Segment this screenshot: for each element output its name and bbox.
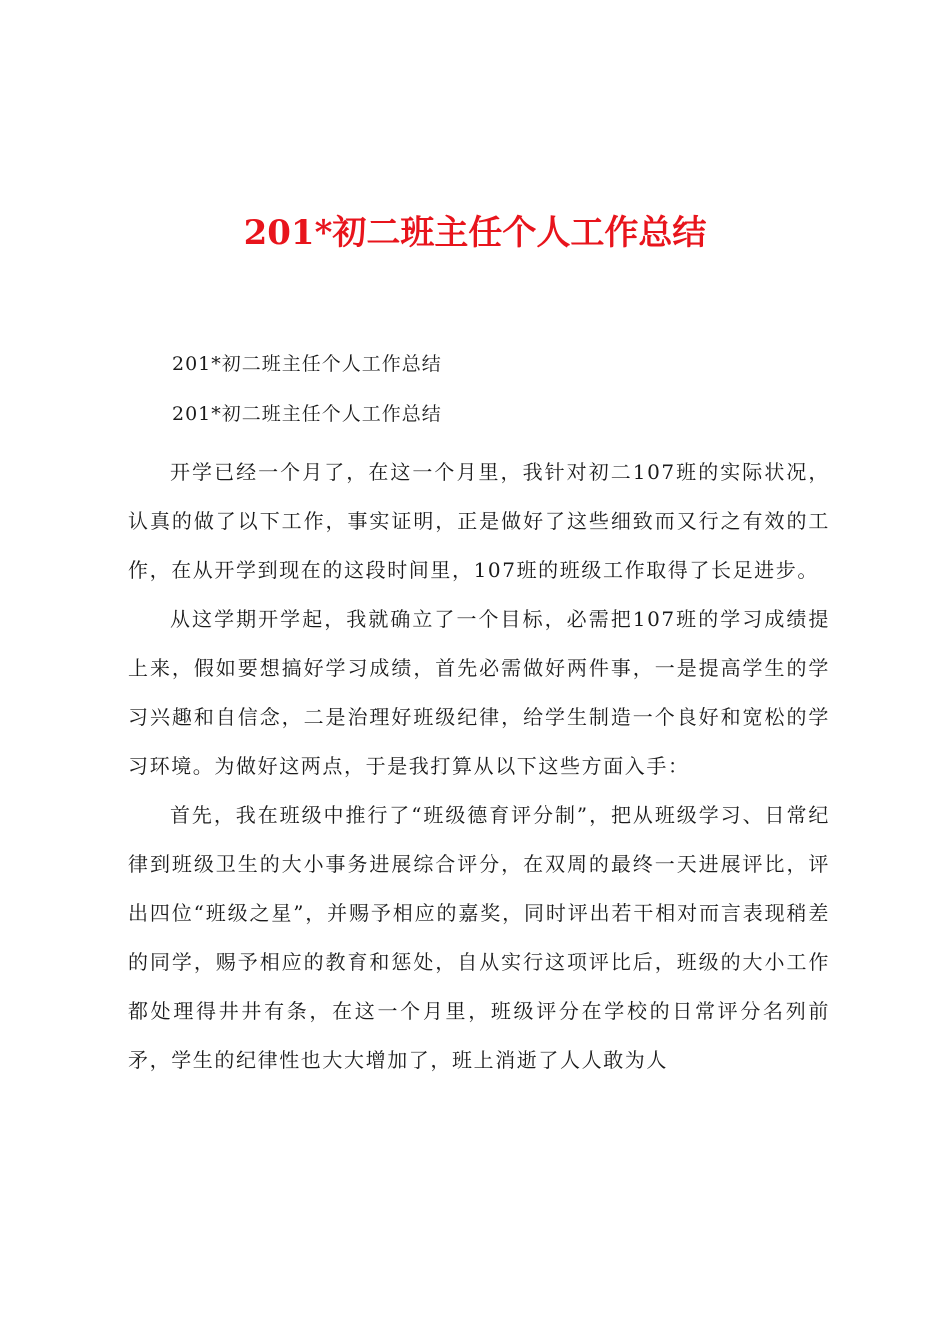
document-title: 201*初二班主任个人工作总结 [243, 213, 707, 253]
paragraph-opening: 开学已经一个月了，在这一个月里，我针对初二107班的实际状况，认真的做了以下工作，事实证明，正是做好了这些细致而又行之有效的工作，在从开学到现在的这段时间里，107班的班级工作取得了长足进步。 [128, 460, 830, 582]
paragraph-first-measure: 首先，我在班级中推行了“班级德育评分制”，把从班级学习、日常纪律到班级卫生的大小事务进展综合评分，在双周的最终一天进展评比，评出四位“班级之星”，并赐予相应的嘉奖，同时评出若干相对而言表现稍差的同学，赐予相应的教育和惩处，自从实行这项评比后，班级的大小工作都处理得井井有条，在这一个月里，班级评分在学校的日常评分名列前矛，学生的纪律性也大大增加了，班上消逝了人人敢为人 [128, 803, 830, 1072]
subtitle-line-1: 201*初二班主任个人工作总结 [172, 353, 442, 375]
document-body [128, 448, 830, 1085]
paragraph-goals: 从这学期开学起，我就确立了一个目标，必需把107班的学习成绩提上来，假如要想搞好学习成绩，首先必需做好两件事，一是提高学生的学习兴趣和自信念，二是治理好班级纪律，给学生制造一个良好和宽松的学习环境。为做好这两点，于是我打算从以下这些方面入手： [128, 607, 830, 778]
subtitle-line-2: 201*初二班主任个人工作总结 [172, 403, 442, 425]
